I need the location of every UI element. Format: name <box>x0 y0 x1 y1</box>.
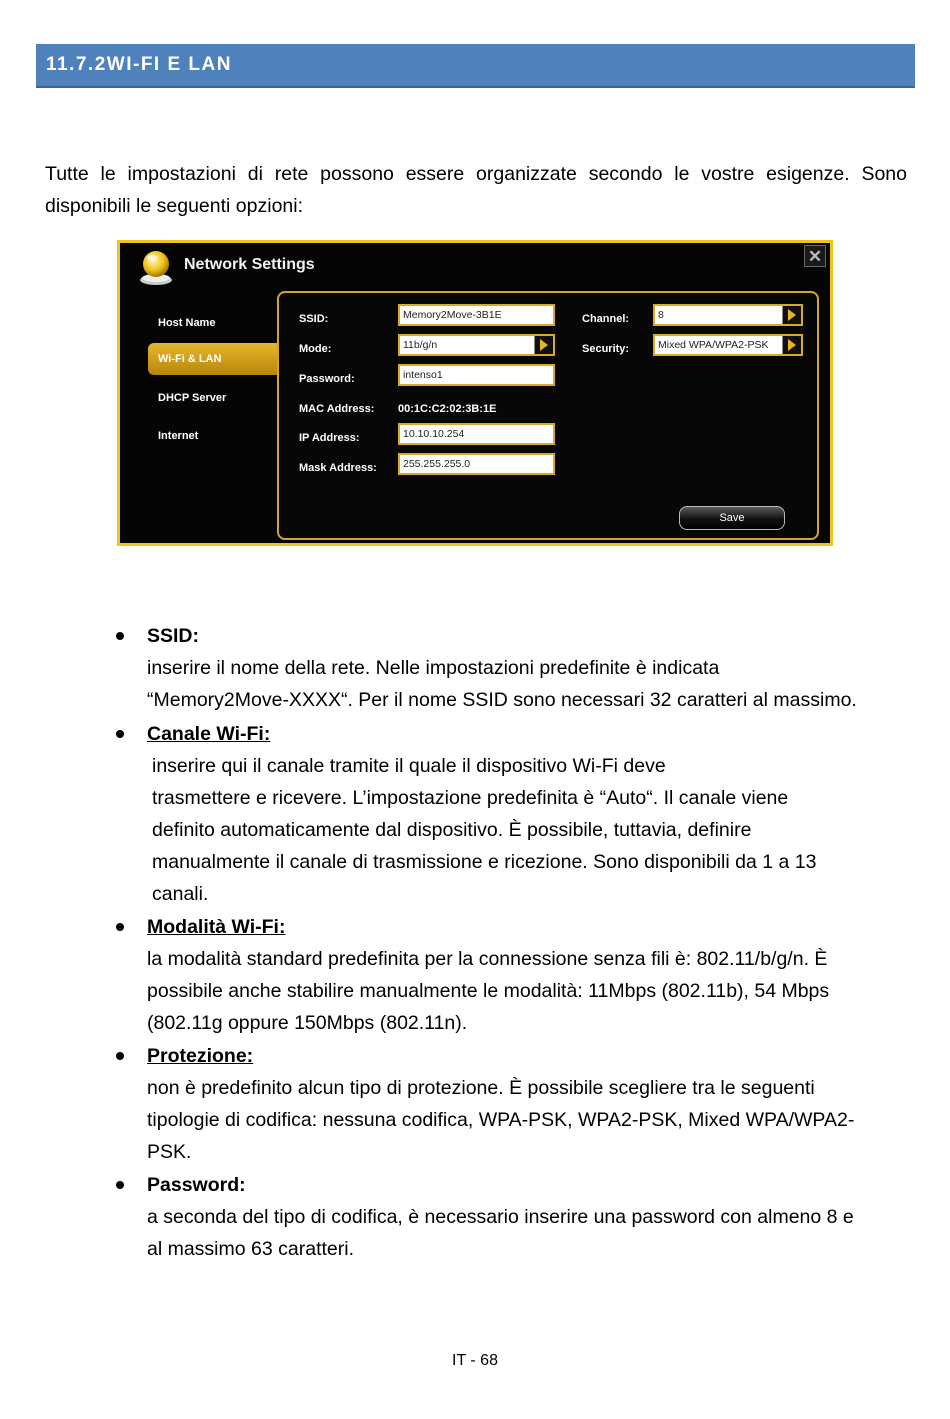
item-title-password: Password: <box>147 1174 246 1196</box>
nav-wifi-lan[interactable] <box>148 343 277 375</box>
channel-label: Channel: <box>582 313 630 325</box>
body-line: (802.11g oppure 150Mbps (802.11n). <box>147 1012 468 1034</box>
mask-address-input[interactable]: 255.255.255.0 <box>398 453 555 475</box>
item-title-ssid: SSID: <box>147 625 200 647</box>
channel-value: 8 <box>658 309 664 321</box>
mode-label: Mode: <box>299 343 332 355</box>
body-line: non è predefinito alcun tipo di protezione. È possibile scegliere tra le seguenti <box>147 1077 815 1099</box>
ssid-input[interactable]: Memory2Move-3B1E <box>398 304 555 326</box>
bullet-icon <box>116 923 124 931</box>
mode-select[interactable] <box>398 334 555 356</box>
password-input[interactable]: intenso1 <box>398 364 555 386</box>
intro-line-1: Tutte le impostazioni di rete possono essere organizzate secondo le vostre esigenze. Sono <box>45 163 907 185</box>
settings-panel <box>277 291 819 540</box>
body-line: canali. <box>152 883 209 905</box>
dropdown-arrow-icon <box>782 306 801 324</box>
body-line: inserire qui il canale tramite il quale il dispositivo Wi-Fi deve <box>152 755 666 777</box>
bullet-icon <box>116 730 124 738</box>
nav-dhcp-server[interactable]: DHCP Server <box>158 392 227 404</box>
page-number: IT - 68 <box>452 1352 498 1369</box>
item-title-protezione: Protezione: <box>147 1045 254 1067</box>
ip-address-label: IP Address: <box>299 432 360 444</box>
item-title-canale: Canale Wi-Fi: <box>147 723 271 745</box>
mask-address-label: Mask Address: <box>299 462 377 474</box>
body-line: definito automaticamente dal dispositivo. È possibile, tuttavia, definire <box>152 819 752 841</box>
security-label: Security: <box>582 343 630 355</box>
body-line: tipologie di codifica: nessuna codifica, WPA-PSK, WPA2-PSK, Mixed WPA/WPA2- <box>147 1109 855 1131</box>
intro-paragraph <box>45 158 907 222</box>
mac-address-label: MAC Address: <box>299 403 375 415</box>
channel-select[interactable] <box>653 304 803 326</box>
body-line: la modalità standard predefinita per la connessione senza fili è: 802.11/b/g/n. È <box>147 948 828 970</box>
item-body-protezione <box>147 1072 907 1168</box>
nav-host-name[interactable]: Host Name <box>158 317 216 329</box>
section-heading: 11.7.2WI-FI E LAN <box>46 54 232 75</box>
body-line: a seconda del tipo di codifica, è necessario inserire una password con almeno 8 e <box>147 1206 854 1228</box>
body-line: PSK. <box>147 1141 192 1163</box>
body-line: al massimo 63 caratteri. <box>147 1238 354 1260</box>
window-title: Network Settings <box>184 256 315 273</box>
dropdown-arrow-icon <box>782 336 801 354</box>
body-line: trasmettere e ricevere. L’impostazione predefinita è “Auto“. Il canale viene <box>152 787 789 809</box>
network-settings-screenshot <box>117 240 833 546</box>
bullet-icon <box>116 1181 124 1189</box>
close-icon[interactable]: ✕ <box>804 245 826 267</box>
router-logo-icon <box>138 247 174 287</box>
body-line: “Memory2Move-XXXX“. Per il nome SSID sono necessari 32 caratteri al massimo. <box>147 689 857 711</box>
bullet-icon <box>116 1052 124 1060</box>
mode-value: 11b/g/n <box>403 339 438 351</box>
bullet-icon <box>116 632 124 640</box>
ip-address-input[interactable]: 10.10.10.254 <box>398 423 555 445</box>
dropdown-arrow-icon <box>534 336 553 354</box>
body-line: manualmente il canale di trasmissione e ricezione. Sono disponibili da 1 a 13 <box>152 851 817 873</box>
item-body-modalita <box>147 943 907 1039</box>
save-button[interactable]: Save <box>679 506 785 530</box>
item-body-password <box>147 1201 907 1265</box>
body-line: inserire il nome della rete. Nelle impostazioni predefinite è indicata <box>147 657 720 679</box>
body-line: possibile anche stabilire manualmente le modalità: 11Mbps (802.11b), 54 Mbps <box>147 980 830 1002</box>
nav-internet[interactable]: Internet <box>158 430 199 442</box>
security-select[interactable] <box>653 334 803 356</box>
security-value: Mixed WPA/WPA2-PSK <box>658 339 769 351</box>
item-body-ssid <box>147 652 907 716</box>
item-title-modalita: Modalità Wi-Fi: <box>147 916 286 938</box>
section-heading-bar <box>36 44 915 88</box>
ssid-label: SSID: <box>299 313 329 325</box>
password-label: Password: <box>299 373 355 385</box>
mac-address-value: 00:1C:C2:02:3B:1E <box>398 403 497 415</box>
nav-wifi-lan-label: Wi-Fi & LAN <box>158 353 222 365</box>
intro-line-2: disponibili le seguenti opzioni: <box>45 195 304 217</box>
item-body-canale <box>152 750 912 910</box>
